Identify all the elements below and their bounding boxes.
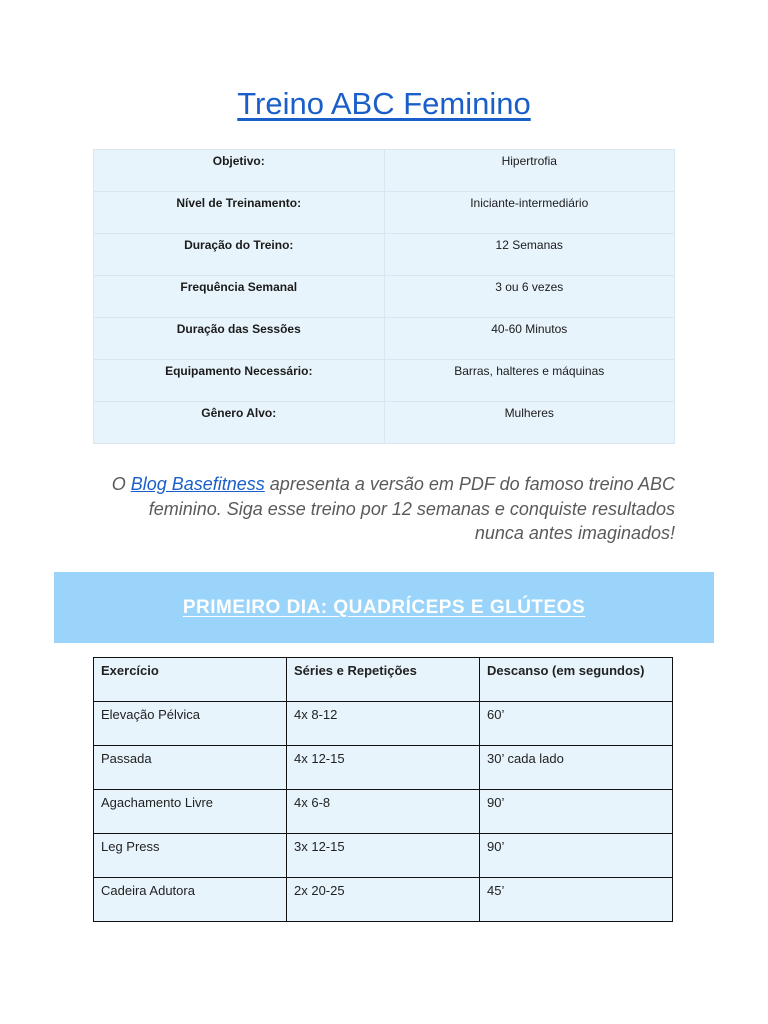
intro-paragraph — [100, 472, 675, 546]
table-row — [94, 790, 673, 834]
table-row — [94, 834, 673, 878]
info-value: Mulheres — [384, 402, 675, 444]
info-label: Duração das Sessões — [94, 318, 385, 360]
day1-heading[interactable]: PRIMEIRO DIA: QUADRÍCEPS E GLÚTEOS — [182, 596, 586, 618]
info-label: Duração do Treino: — [94, 234, 385, 276]
blog-link[interactable]: Blog Basefitness — [130, 474, 265, 494]
rest-cell: 30’ cada lado — [480, 746, 673, 790]
sets-reps-cell: 4x 6-8 — [287, 790, 480, 834]
intro-prefix: O — [111, 474, 131, 494]
table-header-row — [94, 658, 673, 702]
exercise-cell: Agachamento Livre — [94, 790, 287, 834]
info-row — [94, 234, 675, 276]
info-row — [94, 318, 675, 360]
exercise-cell: Leg Press — [94, 834, 287, 878]
info-label: Gênero Alvo: — [94, 402, 385, 444]
column-header-rest: Descanso (em segundos) — [480, 658, 673, 702]
info-value: 3 ou 6 vezes — [384, 276, 675, 318]
rest-cell: 60’ — [480, 702, 673, 746]
info-row — [94, 402, 675, 444]
rest-cell: 90’ — [480, 834, 673, 878]
sets-reps-cell: 4x 8-12 — [287, 702, 480, 746]
info-label: Nível de Treinamento: — [94, 192, 385, 234]
info-value: 12 Semanas — [384, 234, 675, 276]
column-header-sets-reps: Séries e Repetições — [287, 658, 480, 702]
table-row — [94, 878, 673, 922]
info-label: Equipamento Necessário: — [94, 360, 385, 402]
sets-reps-cell: 4x 12-15 — [287, 746, 480, 790]
rest-cell: 45’ — [480, 878, 673, 922]
info-value: Iniciante-intermediário — [384, 192, 675, 234]
info-row — [94, 192, 675, 234]
exercise-cell: Elevação Pélvica — [94, 702, 287, 746]
sets-reps-cell: 2x 20-25 — [287, 878, 480, 922]
info-row — [94, 360, 675, 402]
day1-exercise-table — [93, 657, 673, 922]
rest-cell: 90’ — [480, 790, 673, 834]
info-value: Barras, halteres e máquinas — [384, 360, 675, 402]
exercise-cell: Passada — [94, 746, 287, 790]
page-title[interactable]: Treino ABC Feminino — [237, 86, 531, 121]
table-row — [94, 702, 673, 746]
exercise-cell: Cadeira Adutora — [94, 878, 287, 922]
column-header-exercise: Exercício — [94, 658, 287, 702]
info-row — [94, 150, 675, 192]
info-label: Objetivo: — [94, 150, 385, 192]
info-row — [94, 276, 675, 318]
info-value: Hipertrofia — [384, 150, 675, 192]
day1-heading-banner — [54, 572, 714, 643]
info-value: 40-60 Minutos — [384, 318, 675, 360]
info-label: Frequência Semanal — [94, 276, 385, 318]
sets-reps-cell: 3x 12-15 — [287, 834, 480, 878]
intro-text: apresenta a versão em PDF do famoso treino ABC feminino. Siga esse treino por 12 semanas e conquiste resultados nunca antes imaginados! — [148, 474, 675, 543]
table-row — [94, 746, 673, 790]
program-info-table — [93, 149, 675, 444]
